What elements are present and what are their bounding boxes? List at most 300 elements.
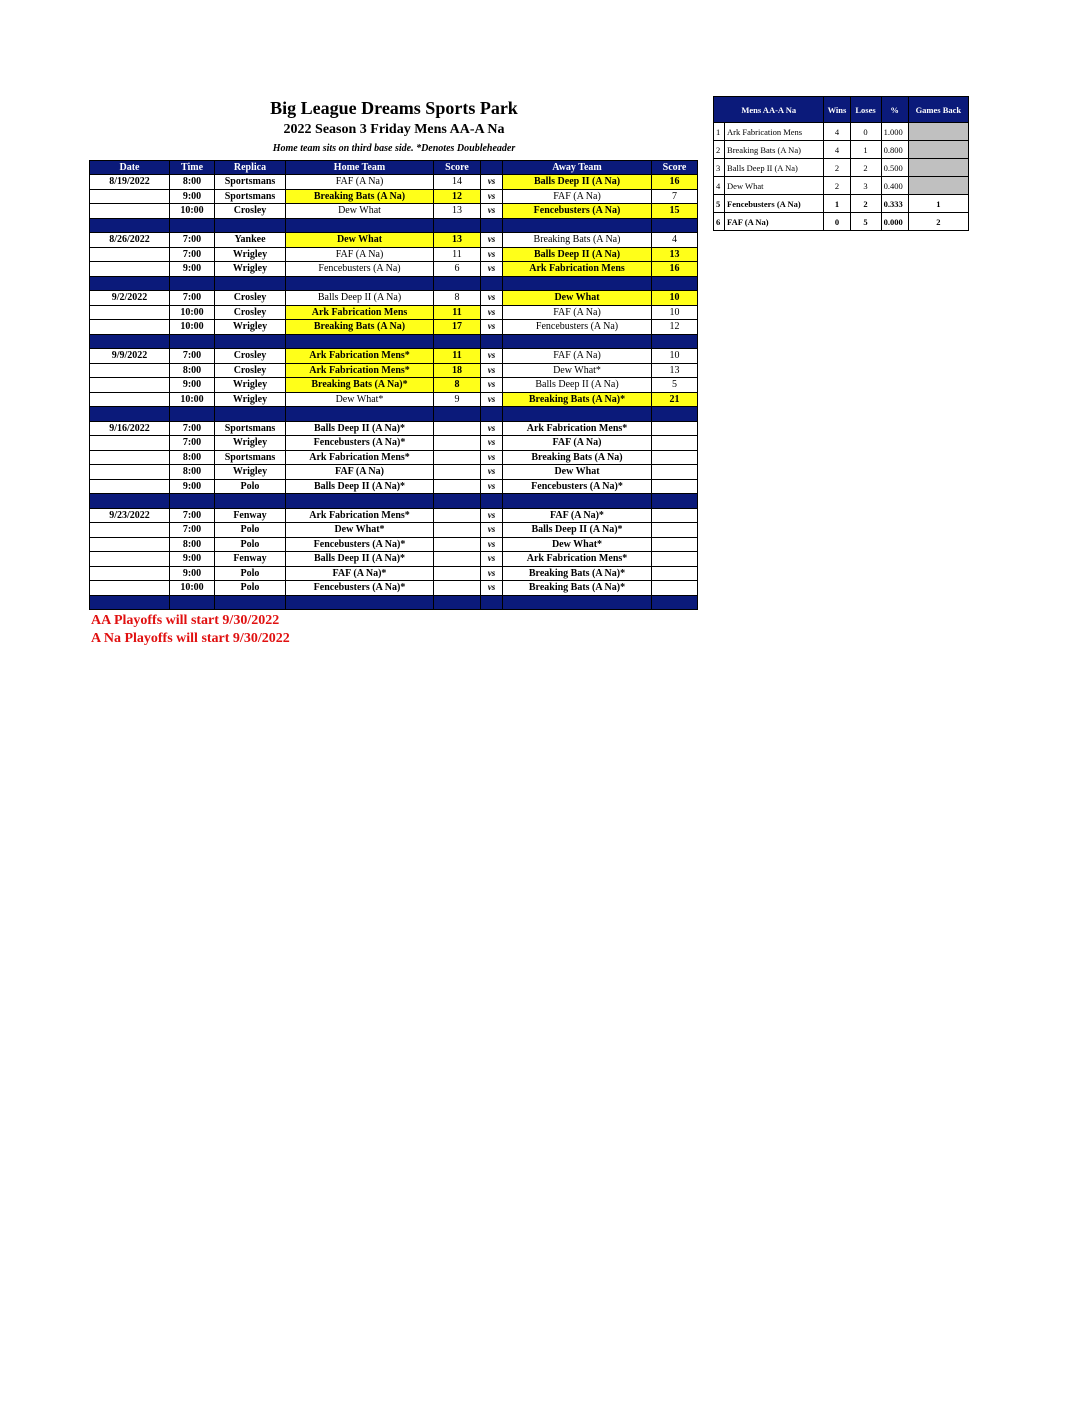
away-team: Balls Deep II (A Na) (503, 378, 652, 393)
home-team: Ark Fabrication Mens (286, 305, 434, 320)
home-team: Dew What* (286, 523, 434, 538)
home-team: FAF (A Na) (286, 465, 434, 480)
standings-rank: 6 (714, 213, 725, 231)
vs-label: vs (481, 523, 503, 538)
game-date (90, 320, 170, 335)
away-team: Ark Fabrication Mens (503, 262, 652, 277)
separator-cell (652, 407, 698, 422)
home-score: 8 (434, 291, 481, 306)
separator-cell (434, 595, 481, 610)
game-time: 9:00 (170, 552, 215, 567)
game-date (90, 305, 170, 320)
away-team: Fencebusters (A Na)* (503, 479, 652, 494)
game-row (90, 262, 698, 277)
standings-rank: 5 (714, 195, 725, 213)
away-score: 10 (652, 291, 698, 306)
separator-cell (652, 334, 698, 349)
week-separator (90, 407, 698, 422)
separator-cell (481, 334, 503, 349)
away-team: Breaking Bats (A Na) (503, 450, 652, 465)
home-team: Breaking Bats (A Na) (286, 189, 434, 204)
game-time: 10:00 (170, 392, 215, 407)
away-score: 10 (652, 305, 698, 320)
game-replica: Crosley (215, 349, 286, 364)
game-date (90, 537, 170, 552)
away-score: 15 (652, 204, 698, 219)
home-score: 9 (434, 392, 481, 407)
separator-cell (215, 407, 286, 422)
standings-team: FAF (A Na) (725, 213, 824, 231)
game-replica: Fenway (215, 552, 286, 567)
home-team: Ark Fabrication Mens* (286, 363, 434, 378)
home-score: 13 (434, 204, 481, 219)
game-date (90, 189, 170, 204)
vs-label: vs (481, 363, 503, 378)
vs-label: vs (481, 436, 503, 451)
separator-cell (434, 407, 481, 422)
away-team: Breaking Bats (A Na)* (503, 392, 652, 407)
separator-cell (652, 595, 698, 610)
standings-games-back: 2 (908, 213, 968, 231)
home-team: Ark Fabrication Mens* (286, 508, 434, 523)
home-score (434, 421, 481, 436)
standings-rank: 4 (714, 177, 725, 195)
game-time: 8:00 (170, 465, 215, 480)
game-time: 9:00 (170, 378, 215, 393)
home-score (434, 523, 481, 538)
home-team: Fencebusters (A Na)* (286, 581, 434, 596)
playoff-note-ana: A Na Playoffs will start 9/30/2022 (91, 631, 290, 646)
away-score: 7 (652, 189, 698, 204)
game-replica: Crosley (215, 305, 286, 320)
away-score (652, 566, 698, 581)
separator-cell (170, 334, 215, 349)
game-row (90, 581, 698, 596)
game-row (90, 552, 698, 567)
game-row (90, 189, 698, 204)
vs-label: vs (481, 189, 503, 204)
game-date (90, 378, 170, 393)
game-date (90, 363, 170, 378)
game-replica: Polo (215, 479, 286, 494)
separator-cell (90, 334, 170, 349)
separator-cell (215, 494, 286, 509)
separator-cell (286, 494, 434, 509)
game-replica: Fenway (215, 508, 286, 523)
separator-cell (503, 276, 652, 291)
standings-wins: 4 (824, 123, 850, 141)
home-team: Dew What* (286, 392, 434, 407)
schedule-note: Home team sits on third base side. *Denotes Doubleheader (272, 143, 516, 154)
separator-cell (434, 218, 481, 233)
separator-cell (503, 334, 652, 349)
playoff-note-aa: AA Playoffs will start 9/30/2022 (91, 613, 280, 628)
separator-cell (286, 407, 434, 422)
home-score: 18 (434, 363, 481, 378)
away-score: 13 (652, 247, 698, 262)
vs-label: vs (481, 479, 503, 494)
separator-cell (90, 494, 170, 509)
game-replica: Sportsmans (215, 175, 286, 190)
standings-pct: 0.500 (881, 159, 908, 177)
home-score (434, 566, 481, 581)
playoff-notes (91, 612, 290, 648)
standings-row (714, 123, 969, 141)
away-score: 16 (652, 175, 698, 190)
game-replica: Polo (215, 523, 286, 538)
home-team: Balls Deep II (A Na)* (286, 552, 434, 567)
vs-label: vs (481, 378, 503, 393)
page-subtitle: 2022 Season 3 Friday Mens AA-A Na (283, 122, 505, 137)
home-team: Fencebusters (A Na)* (286, 436, 434, 451)
vs-label: vs (481, 175, 503, 190)
standings-rank: 1 (714, 123, 725, 141)
away-team: FAF (A Na) (503, 349, 652, 364)
away-score: 10 (652, 349, 698, 364)
game-row (90, 349, 698, 364)
standings-pct: 0.400 (881, 177, 908, 195)
game-date: 9/2/2022 (90, 291, 170, 306)
separator-cell (652, 494, 698, 509)
game-date (90, 523, 170, 538)
away-team: Breaking Bats (A Na)* (503, 566, 652, 581)
separator-cell (170, 218, 215, 233)
col-header-time: Time (170, 161, 215, 175)
away-team: Dew What* (503, 363, 652, 378)
separator-cell (286, 276, 434, 291)
away-team: Balls Deep II (A Na)* (503, 523, 652, 538)
game-date (90, 247, 170, 262)
game-time: 7:00 (170, 421, 215, 436)
home-team: FAF (A Na) (286, 247, 434, 262)
separator-cell (90, 407, 170, 422)
standings-pct: 0.333 (881, 195, 908, 213)
away-team: Dew What* (503, 537, 652, 552)
away-team: Fencebusters (A Na) (503, 204, 652, 219)
vs-label: vs (481, 581, 503, 596)
game-date (90, 479, 170, 494)
separator-cell (434, 334, 481, 349)
home-team: Ark Fabrication Mens* (286, 450, 434, 465)
vs-label: vs (481, 349, 503, 364)
game-date (90, 436, 170, 451)
home-score: 8 (434, 378, 481, 393)
standings-team: Balls Deep II (A Na) (725, 159, 824, 177)
game-time: 9:00 (170, 262, 215, 277)
game-time: 8:00 (170, 537, 215, 552)
separator-cell (652, 218, 698, 233)
separator-cell (215, 276, 286, 291)
home-score (434, 479, 481, 494)
standings-header-loses: Loses (850, 97, 881, 123)
away-score (652, 508, 698, 523)
separator-cell (286, 595, 434, 610)
away-score (652, 552, 698, 567)
separator-cell (481, 407, 503, 422)
game-row (90, 566, 698, 581)
away-team: FAF (A Na) (503, 189, 652, 204)
game-date: 8/19/2022 (90, 175, 170, 190)
col-header-away-team: Away Team (503, 161, 652, 175)
standings-team: Ark Fabrication Mens (725, 123, 824, 141)
game-row (90, 523, 698, 538)
separator-cell (481, 218, 503, 233)
away-team: Breaking Bats (A Na) (503, 233, 652, 248)
vs-label: vs (481, 233, 503, 248)
standings-games-back (908, 141, 968, 159)
col-header-date: Date (90, 161, 170, 175)
separator-cell (170, 494, 215, 509)
separator-cell (652, 276, 698, 291)
away-score: 12 (652, 320, 698, 335)
game-row (90, 320, 698, 335)
vs-label: vs (481, 204, 503, 219)
vs-label: vs (481, 247, 503, 262)
game-row (90, 508, 698, 523)
game-time: 9:00 (170, 566, 215, 581)
week-separator (90, 276, 698, 291)
week-separator (90, 218, 698, 233)
separator-cell (481, 595, 503, 610)
col-header-home-team: Home Team (286, 161, 434, 175)
home-score (434, 552, 481, 567)
game-time: 8:00 (170, 450, 215, 465)
vs-label: vs (481, 566, 503, 581)
game-row (90, 421, 698, 436)
schedule-header-row (90, 161, 698, 175)
standings-wins: 2 (824, 177, 850, 195)
home-score (434, 508, 481, 523)
standings-loses: 0 (850, 123, 881, 141)
vs-label: vs (481, 421, 503, 436)
game-row (90, 247, 698, 262)
separator-cell (481, 276, 503, 291)
schedule-table (89, 160, 698, 610)
game-date: 9/16/2022 (90, 421, 170, 436)
home-team: Balls Deep II (A Na) (286, 291, 434, 306)
vs-label: vs (481, 508, 503, 523)
game-time: 8:00 (170, 175, 215, 190)
separator-cell (215, 334, 286, 349)
game-row (90, 363, 698, 378)
home-score (434, 436, 481, 451)
separator-cell (503, 407, 652, 422)
game-replica: Wrigley (215, 378, 286, 393)
standings-body (714, 123, 969, 231)
game-replica: Crosley (215, 363, 286, 378)
game-replica: Sportsmans (215, 421, 286, 436)
standings-row (714, 213, 969, 231)
away-score: 5 (652, 378, 698, 393)
standings-loses: 2 (850, 195, 881, 213)
away-team: FAF (A Na) (503, 305, 652, 320)
game-replica: Crosley (215, 291, 286, 306)
game-time: 7:00 (170, 523, 215, 538)
game-time: 10:00 (170, 204, 215, 219)
separator-cell (481, 494, 503, 509)
separator-cell (434, 494, 481, 509)
game-replica: Polo (215, 566, 286, 581)
game-time: 10:00 (170, 305, 215, 320)
standings-wins: 1 (824, 195, 850, 213)
home-team: Balls Deep II (A Na)* (286, 421, 434, 436)
away-score: 16 (652, 262, 698, 277)
away-score (652, 523, 698, 538)
away-team: Ark Fabrication Mens* (503, 421, 652, 436)
separator-cell (215, 595, 286, 610)
standings-header-row (714, 97, 969, 123)
vs-label: vs (481, 291, 503, 306)
game-time: 7:00 (170, 247, 215, 262)
away-team: Fencebusters (A Na) (503, 320, 652, 335)
separator-cell (170, 407, 215, 422)
game-row (90, 450, 698, 465)
game-row (90, 465, 698, 480)
game-date: 9/9/2022 (90, 349, 170, 364)
game-replica: Wrigley (215, 247, 286, 262)
away-team: Balls Deep II (A Na) (503, 247, 652, 262)
away-team: Ark Fabrication Mens* (503, 552, 652, 567)
home-team: Dew What (286, 204, 434, 219)
col-header-home-score: Score (434, 161, 481, 175)
separator-cell (503, 218, 652, 233)
standings-header-games-back: Games Back (908, 97, 968, 123)
away-score: 13 (652, 363, 698, 378)
away-team: FAF (A Na) (503, 436, 652, 451)
standings-loses: 2 (850, 159, 881, 177)
away-score (652, 581, 698, 596)
standings-pct: 0.000 (881, 213, 908, 231)
home-score: 6 (434, 262, 481, 277)
game-date: 8/26/2022 (90, 233, 170, 248)
week-separator (90, 595, 698, 610)
game-row (90, 392, 698, 407)
game-replica: Polo (215, 537, 286, 552)
vs-label: vs (481, 305, 503, 320)
game-replica: Wrigley (215, 262, 286, 277)
home-score: 17 (434, 320, 481, 335)
game-row (90, 378, 698, 393)
game-replica: Crosley (215, 204, 286, 219)
game-time: 7:00 (170, 349, 215, 364)
home-team: Breaking Bats (A Na) (286, 320, 434, 335)
game-replica: Sportsmans (215, 450, 286, 465)
col-header-away-score: Score (652, 161, 698, 175)
home-score: 11 (434, 349, 481, 364)
game-row (90, 436, 698, 451)
away-team: FAF (A Na)* (503, 508, 652, 523)
vs-label: vs (481, 537, 503, 552)
home-score: 14 (434, 175, 481, 190)
home-score (434, 537, 481, 552)
standings-table (713, 96, 969, 231)
game-row (90, 204, 698, 219)
game-row (90, 233, 698, 248)
home-team: Balls Deep II (A Na)* (286, 479, 434, 494)
vs-label: vs (481, 320, 503, 335)
home-team: Dew What (286, 233, 434, 248)
standings-row (714, 159, 969, 177)
home-score: 11 (434, 247, 481, 262)
standings-loses: 3 (850, 177, 881, 195)
home-score (434, 465, 481, 480)
standings-pct: 0.800 (881, 141, 908, 159)
game-replica: Sportsmans (215, 189, 286, 204)
vs-label: vs (481, 392, 503, 407)
home-team: Fencebusters (A Na) (286, 262, 434, 277)
page-title: Big League Dreams Sports Park (270, 98, 518, 118)
standings-games-back: 1 (908, 195, 968, 213)
away-score (652, 479, 698, 494)
game-replica: Wrigley (215, 392, 286, 407)
standings-games-back (908, 177, 968, 195)
game-date: 9/23/2022 (90, 508, 170, 523)
week-separator (90, 334, 698, 349)
separator-cell (90, 276, 170, 291)
separator-cell (503, 595, 652, 610)
game-time: 9:00 (170, 189, 215, 204)
game-time: 7:00 (170, 436, 215, 451)
away-score (652, 436, 698, 451)
standings-wins: 4 (824, 141, 850, 159)
separator-cell (90, 595, 170, 610)
home-team: Ark Fabrication Mens* (286, 349, 434, 364)
game-time: 7:00 (170, 233, 215, 248)
standings-rank: 2 (714, 141, 725, 159)
game-row (90, 305, 698, 320)
home-score: 12 (434, 189, 481, 204)
home-team: FAF (A Na)* (286, 566, 434, 581)
standings-wins: 2 (824, 159, 850, 177)
away-score (652, 537, 698, 552)
vs-label: vs (481, 262, 503, 277)
home-team: Breaking Bats (A Na)* (286, 378, 434, 393)
standings-games-back (908, 159, 968, 177)
game-date (90, 581, 170, 596)
game-row (90, 175, 698, 190)
away-score (652, 465, 698, 480)
standings-row (714, 195, 969, 213)
standings-team: Breaking Bats (A Na) (725, 141, 824, 159)
standings-header-division: Mens AA-A Na (714, 97, 824, 123)
separator-cell (215, 218, 286, 233)
standings-team: Dew What (725, 177, 824, 195)
game-date (90, 450, 170, 465)
home-score (434, 581, 481, 596)
game-replica: Yankee (215, 233, 286, 248)
game-time: 10:00 (170, 320, 215, 335)
game-row (90, 479, 698, 494)
game-date (90, 566, 170, 581)
game-date (90, 392, 170, 407)
standings-pct: 1.000 (881, 123, 908, 141)
standings-loses: 5 (850, 213, 881, 231)
standings-header-wins: Wins (824, 97, 850, 123)
separator-cell (90, 218, 170, 233)
standings-row (714, 177, 969, 195)
game-time: 9:00 (170, 479, 215, 494)
standings-row (714, 141, 969, 159)
game-row (90, 537, 698, 552)
standings-games-back (908, 123, 968, 141)
away-score: 21 (652, 392, 698, 407)
home-score (434, 450, 481, 465)
game-time: 7:00 (170, 291, 215, 306)
separator-cell (170, 595, 215, 610)
away-team: Breaking Bats (A Na)* (503, 581, 652, 596)
schedule-body (90, 175, 698, 610)
vs-label: vs (481, 465, 503, 480)
